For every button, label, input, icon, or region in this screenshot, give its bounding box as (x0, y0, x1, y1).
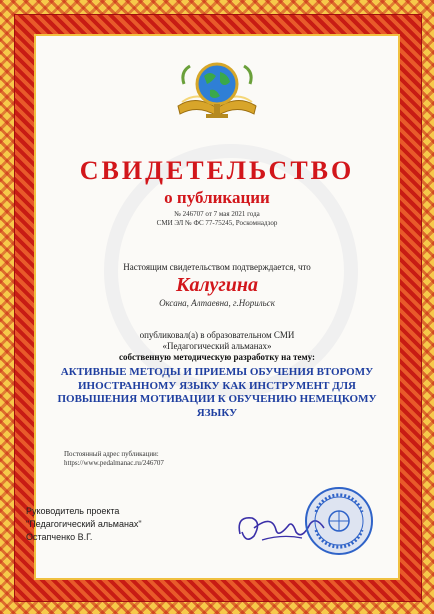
confirmation-text: Настоящим свидетельством подтверждается, что (123, 262, 311, 272)
signer-project: "Педагогический альманах" (26, 519, 142, 529)
signer-name: Остапченко В.Г. (26, 532, 93, 542)
recipient-details: Оксана, Алтаевна, г.Норильск (159, 298, 275, 308)
certificate-subtitle: о публикации (164, 188, 270, 207)
published-line-1: опубликовал(а) в образовательном СМИ (139, 330, 295, 340)
recipient-name: Калугина (175, 274, 259, 296)
address-label: Постоянный адрес публикации: (64, 450, 159, 458)
official-seal-icon (304, 486, 374, 556)
signer-role: Руководитель проекта (26, 506, 120, 516)
globe-book-emblem-icon (174, 54, 260, 140)
media-registration: СМИ ЭЛ № ФС 77-75245, Роскомнадзор (156, 219, 278, 227)
publication-topic: АКТИВНЫЕ МЕТОДЫ И ПРИЕМЫ ОБУЧЕНИЯ ВТОРОМУ ИНОСТРАННОМУ ЯЗЫКУ КАК ИНСТРУМЕНТ ДЛЯ ПОВЫШЕНИЯ МОТИВАЦИИ К ОБУЧЕНИЮ НЕМЕЦКОМУ ЯЗЫКУ (57, 366, 377, 419)
published-line-2: «Педагогический альманах» (162, 341, 272, 351)
published-line-3: собственную методическую разработку на тему: (118, 352, 315, 362)
certificate-title: СВИДЕТЕЛЬСТВО (79, 156, 355, 185)
registration-number: № 246707 от 7 мая 2021 года (174, 210, 260, 218)
publication-address-link[interactable]: https://www.pedalmanac.ru/246707 (64, 459, 164, 467)
certificate-paper (26, 34, 400, 580)
